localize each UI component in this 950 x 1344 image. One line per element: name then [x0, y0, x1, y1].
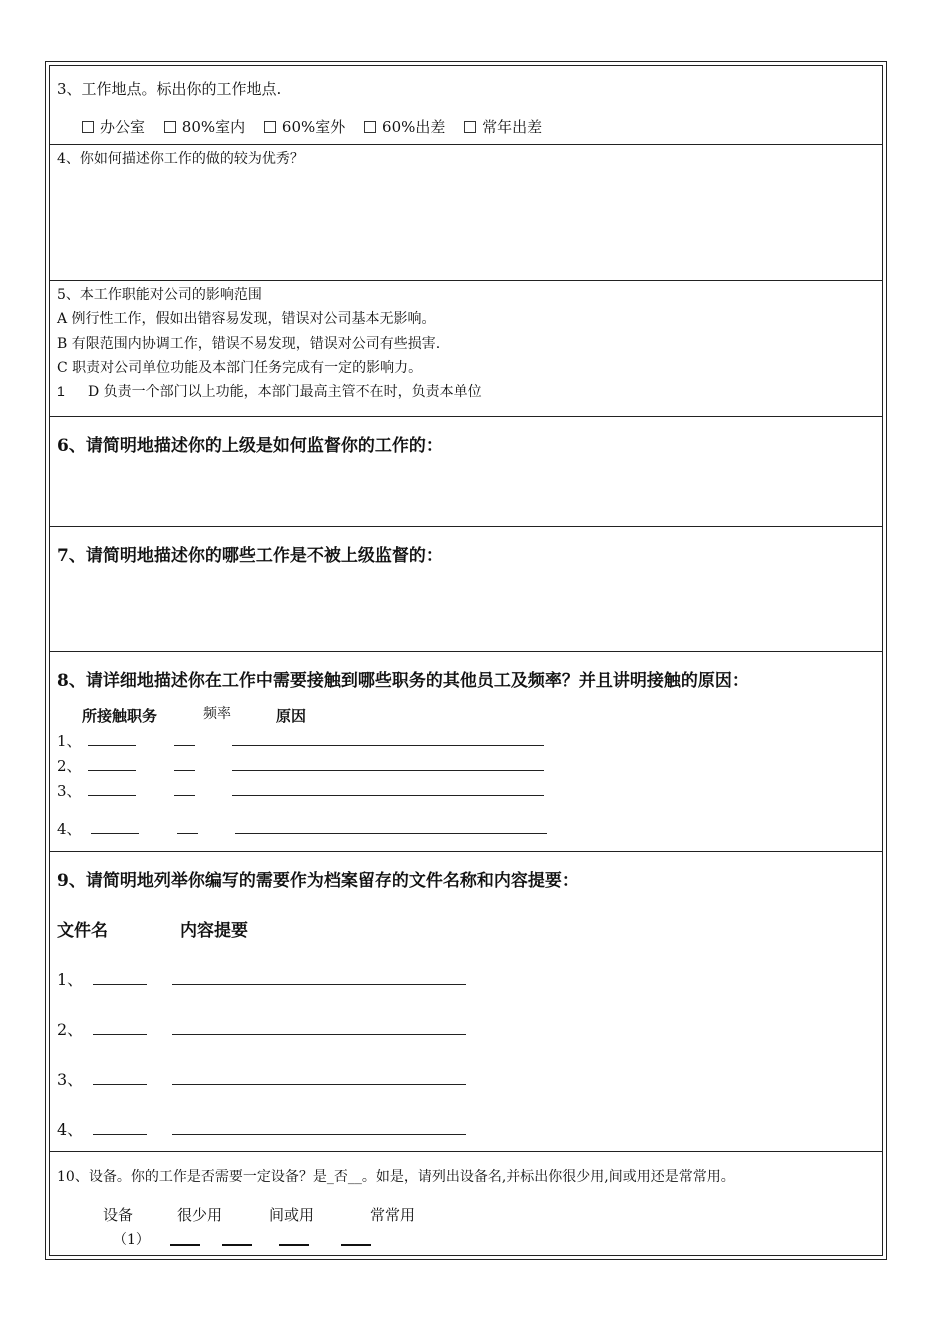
q8-title: 8、请详细地描述你在工作中需要接触到哪些职务的其他员工及频率？并且讲明接触的原因： [57, 671, 749, 691]
q8-header-position: 所接触职务 [82, 707, 158, 725]
q6-title: 6、请简明地描述你的上级是如何监督你的工作的： [57, 436, 443, 456]
q8-row-2-label: 2、 [57, 757, 82, 775]
q10-row-1-often-field[interactable] [341, 1244, 371, 1246]
q9-row-3-label: 3、 [57, 1070, 84, 1089]
q9-row-4-filename-field[interactable] [93, 1134, 147, 1135]
checkbox-icon[interactable] [82, 121, 94, 133]
q3-options [82, 116, 542, 137]
q9-title: 9、请简明地列举你编写的需要作为档案留存的文件名称和内容提要： [57, 871, 579, 891]
q9-row-4-label: 4、 [57, 1120, 84, 1139]
q10-header-often: 常常用 [370, 1206, 416, 1224]
q8-row-2-reason-field[interactable] [232, 770, 544, 771]
q6-answer-area[interactable] [52, 460, 878, 522]
q9-row-2-label: 2、 [57, 1020, 84, 1039]
q9-row-3-filename-field[interactable] [93, 1084, 147, 1085]
q10-row-1-equipment-field[interactable] [170, 1244, 200, 1246]
q5-title: 5、本工作职能对公司的影响范围 [57, 287, 262, 303]
q9-row-2-filename-field[interactable] [93, 1034, 147, 1035]
q8-row-2-position-field[interactable] [88, 770, 136, 771]
q9-row-3-summary-field[interactable] [172, 1084, 466, 1085]
checkbox-icon[interactable] [264, 121, 276, 133]
q10-header-sometimes: 间或用 [269, 1206, 315, 1224]
q8-row-4-reason-field[interactable] [235, 833, 547, 834]
q9-row-4-summary-field[interactable] [172, 1134, 466, 1135]
q10-row-1-rarely-field[interactable] [222, 1244, 252, 1246]
q8-row-3-label: 3、 [57, 782, 82, 800]
q10-header-rarely: 很少用 [177, 1206, 223, 1224]
q5-option-a[interactable]: A 例行性工作，假如出错容易发现，错误对公司基本无影响。 [57, 311, 436, 327]
q8-row-4-position-field[interactable] [91, 833, 139, 834]
q5-option-d-number: 1 [57, 383, 65, 399]
q8-row-4-label: 4、 [57, 820, 82, 838]
option-travel[interactable]: 60%出差 [364, 118, 445, 136]
q5-option-d[interactable]: D 负责一个部门以上功能，本部门最高主管不在时，负责本单位 [88, 384, 482, 400]
q9-row-1-filename-field[interactable] [93, 984, 147, 985]
q8-row-1-frequency-field[interactable] [174, 745, 195, 746]
option-office[interactable]: 办公室 [82, 118, 145, 136]
q8-row-1-position-field[interactable] [88, 745, 136, 746]
q10-title: 10、设备。你的工作是否需要一定设备？是_否__。如是，请列出设备名,并标出你很少用,间或用还是常常用。 [57, 1169, 735, 1185]
q4-title: 4、你如何描述你工作的做的较为优秀？ [57, 151, 304, 167]
q8-row-3-frequency-field[interactable] [174, 795, 195, 796]
section-q9 [49, 852, 883, 1152]
q3-title: 3、工作地点。标出你的工作地点. [57, 80, 282, 98]
q4-answer-area[interactable] [52, 172, 878, 276]
option-always-travel[interactable]: 常年出差 [464, 118, 542, 136]
q5-option-b[interactable]: B 有限范围内协调工作，错误不易发现，错误对公司有些损害. [57, 336, 441, 352]
checkbox-icon[interactable] [364, 121, 376, 133]
q8-header-reason: 原因 [276, 707, 307, 725]
q8-row-3-reason-field[interactable] [232, 795, 544, 796]
q10-row-1-label: （1） [113, 1232, 150, 1248]
q9-header-summary: 内容提要 [180, 921, 248, 941]
q8-row-4-frequency-field[interactable] [177, 833, 198, 834]
q8-header-frequency: 频率 [203, 706, 231, 722]
checkbox-icon[interactable] [464, 121, 476, 133]
q9-row-1-label: 1、 [57, 970, 84, 989]
q8-row-3-position-field[interactable] [88, 795, 136, 796]
option-outdoor[interactable]: 60%室外 [264, 118, 345, 136]
q9-header-filename: 文件名 [57, 921, 108, 941]
q9-row-2-summary-field[interactable] [172, 1034, 466, 1035]
q7-answer-area[interactable] [52, 570, 878, 648]
option-indoor[interactable]: 80%室内 [164, 118, 245, 136]
q8-row-1-reason-field[interactable] [232, 745, 544, 746]
q5-option-c[interactable]: C 职责对公司单位功能及本部门任务完成有一定的影响力。 [57, 360, 423, 376]
q8-row-2-frequency-field[interactable] [174, 770, 195, 771]
q9-row-1-summary-field[interactable] [172, 984, 466, 985]
q10-row-1-sometimes-field[interactable] [279, 1244, 309, 1246]
q7-title: 7、请简明地描述你的哪些工作是不被上级监督的： [57, 546, 443, 566]
q10-header-equipment: 设备 [103, 1206, 134, 1224]
checkbox-icon[interactable] [164, 121, 176, 133]
q8-row-1-label: 1、 [57, 732, 82, 750]
